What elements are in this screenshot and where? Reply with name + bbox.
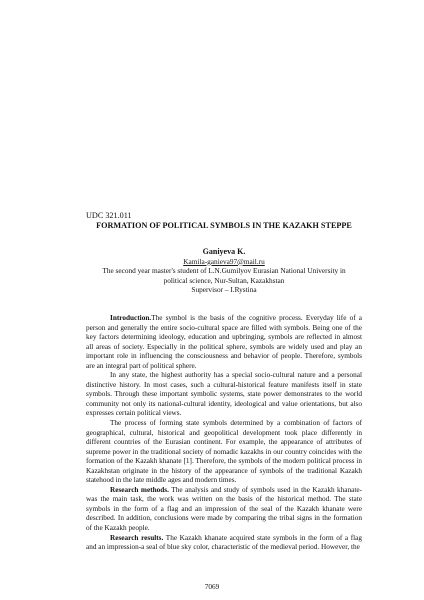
paragraph-text: The symbol is the basis of the cognitive process. Everyday life of a person and generally the entire socio-cultural space are filled with symbols. Being one of the key factors determining ideology, education and upbringing, symbols are reflected in almost all areas of society. Especially in the political sphere, symbols are widely used and play an important role in influencing the consciousness and behavior of people. Therefore, symbols are an integral part of political sphere.	[86, 313, 362, 370]
paragraph-introduction	[86, 314, 362, 371]
article	[86, 211, 362, 553]
paragraph-text: The Kazakh khanate acquired state symbols in the form of a flag and an impression-a seal of blue sky color, characteristic of the medieval period. However, the	[86, 533, 362, 552]
paragraph-text: The process of forming state symbols determined by a combination of factors of geographical, cultural, historical and geopolitical development took place differently in different countries of the Eurasian continent. For example, the appearance of attributes of supreme power in the traditional society of nomadic kazakhs in our country coincides with the formation of the Kazakh khanate [1]. Therefore, the symbols of the modern political process in Kazakhstan originate in the history of the appearance of symbols of the traditional Kazakh statehood in the late middle ages and modern times.	[86, 418, 362, 485]
paragraph-text: The analysis and study of symbols used in the Kazakh khanate-was the main task, the work was written on the basis of the historical method. The state symbols in the form of a flag and an impression of the seal of the Kazakh khanate were described. In addition, conclusions were made by comparing the tribal signs in the formation of the Kazakh people.	[86, 485, 363, 532]
page-number: 7069	[204, 582, 220, 591]
article-title: FORMATION OF POLITICAL SYMBOLS IN THE KAZAKH STEPPE	[96, 221, 352, 230]
paragraph-lead: Research methods.	[110, 485, 169, 494]
paragraph-text: In any state, the highest authority has a special socio-cultural nature and a personal distinctive history. In most cases, such a cultural-historical feature manifests itself in state symbols. Through these important symbolic systems, state power demonstrates to the world community not only its national-cultural identity, ideological and value orientations, but also expresses certain political views.	[86, 371, 362, 418]
paragraph-formation	[86, 419, 362, 486]
author-affiliation-line2: political science, Nur-Sultan, Kazakhstan	[163, 275, 285, 285]
author-block	[86, 247, 362, 295]
paragraph-lead: Introduction.	[110, 313, 152, 322]
author-affiliation-line1: The second year master's student of L.N.Gumilyov Eurasian National University in	[102, 266, 346, 276]
author-supervisor: Supervisor – I.Rystina	[191, 285, 257, 295]
udc-code: UDC 321.011	[86, 211, 132, 220]
author-email-link[interactable]: Kamila-ganieva97@mail.ru	[183, 256, 265, 266]
paragraph-research-methods	[86, 486, 362, 534]
article-body	[86, 314, 362, 553]
paragraph-lead: Research results.	[110, 533, 164, 542]
author-name: Ganiyeva K.	[202, 247, 246, 256]
author-email-line	[86, 257, 362, 267]
paragraph-research-results	[86, 534, 362, 553]
paragraph-authority	[86, 371, 362, 419]
